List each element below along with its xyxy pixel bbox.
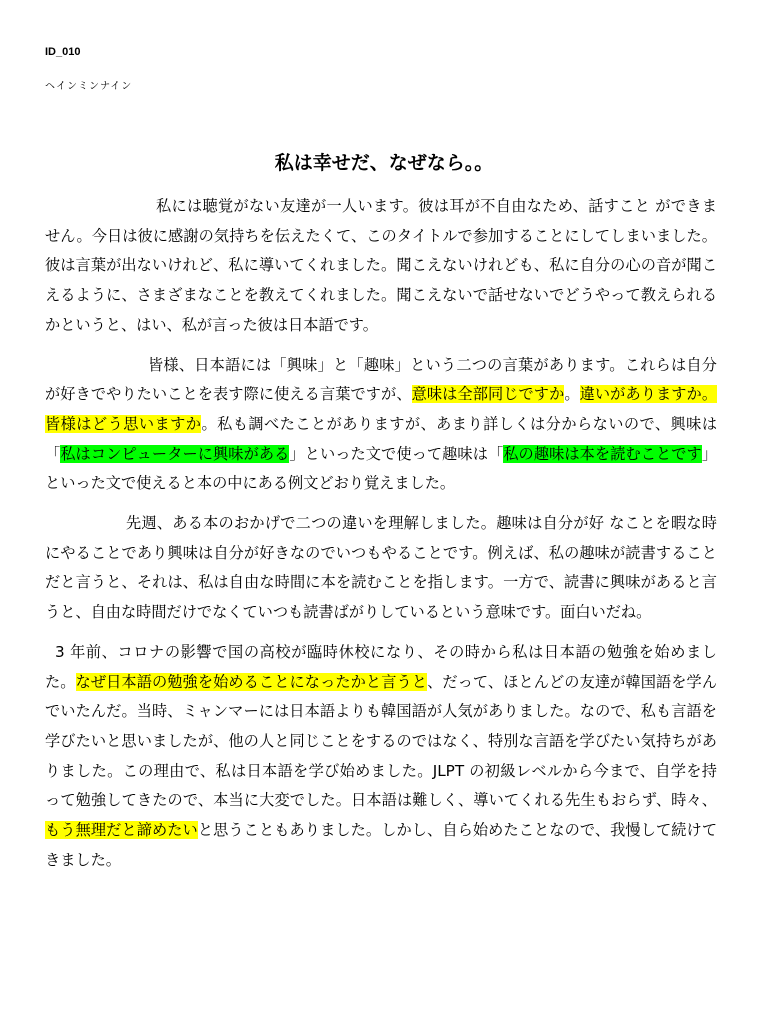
- paragraph-3: [45, 509, 717, 628]
- text-segment: 」といった文で使って趣味は「: [289, 444, 504, 463]
- highlight-yellow: もう無理だと諦めたい: [45, 821, 198, 840]
- highlight-green: 私の趣味は本を読むことです: [503, 444, 702, 463]
- text-segment: 」といった文で使えると本の中にある例文どおり覚えました。: [45, 444, 718, 493]
- paragraph-1: [45, 192, 717, 341]
- highlight-yellow: 意味は全部同じですか: [411, 385, 565, 404]
- essay-body: [45, 192, 717, 885]
- text-segment: 、だって、ほとんどの友達が韓国語を学んでいたんだ。当時、ミャンマーには日本語よりも韓国語が人気がありました。なので、私も言語を学びたいと思いましたが、他の人と同じことをするのではなく、特別な言語を学びたい気持ちがありました。この理由で、私は日本語を学び始めました。JLPT の初級レベルから今まで、自学を持って勉強してきたので、本当に大変でした。日本語は難しく、導いてくれる先生もおらず、時々、: [45, 672, 718, 810]
- author-name: ヘインミンナイン: [45, 81, 133, 92]
- paragraph-2: [45, 351, 717, 500]
- essay-title: 私は幸せだ、なぜなら。。: [274, 152, 494, 174]
- paragraph-4: [45, 638, 717, 876]
- text-segment: と思うこともありました。しかし、自ら始めたことなので、我慢して続けてきました。: [45, 821, 718, 869]
- text-segment: 私には聴覚がない友達が一人います。彼は耳が不自由なため、話すこと ができません。今日は彼に感謝の気持ちを伝えたくて、このタイトルで参加することにしてしまいました。彼は言葉が出ないけれど、私に導いてくれました。聞こえないけれども、私に自分の心の音が聞こえるように、さまざまなことを教えてくれました。聞こえないで話せないでどうやって教えられるかというと、はい、私が言った彼は日本語です。: [45, 197, 718, 334]
- text-segment: 先週、ある本のおかげで二つの違いを理解しました。趣味は自分が好 なことを暇な時にやることであり興味は自分が好きなのでいつもやることです。例えば、私の趣味が読書することだと言うと、それは、私は自由な時間に本を読むことを指します。一方で、読書に興味があると言うと、自由な時間だけでなくていつも読書ばがりしているという意味です。面白いだね。: [45, 514, 717, 622]
- document-id: ID_010: [45, 46, 81, 58]
- highlight-green: 私はコンピューターに興味がある: [60, 444, 290, 463]
- text-segment: 。: [564, 385, 580, 404]
- highlight-yellow: なぜ日本語の勉強を始めることになったかと言うと: [75, 672, 428, 691]
- text-segment: 。私も調べたことがありますが、あまり詳しくは分からないので、興味は「: [45, 414, 718, 463]
- text-segment: 3 年前、コロナの影響で国の高校が臨時休校になり、その時から私は日本語の勉強を始めました。: [45, 642, 717, 691]
- highlight-yellow: 違いがありますか。皆様はどう思いますか: [45, 385, 718, 433]
- text-segment: 皆様、日本語には「興味」と「趣味」という二つの言葉があります。これらは自分が好きでやりたいことを表す際に使える言葉ですが、: [45, 355, 717, 404]
